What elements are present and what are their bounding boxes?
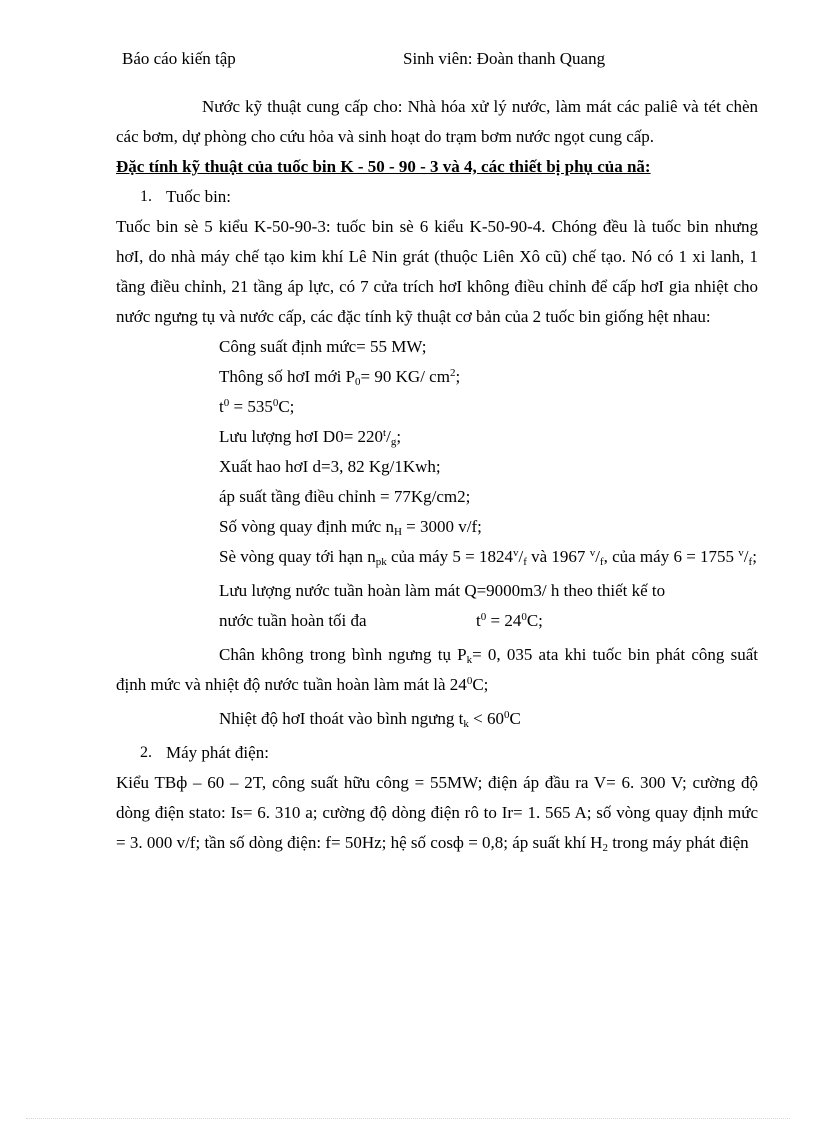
- spec-steam-consumption: Xuất hao hơI d=3, 82 Kg/1Kwh;: [219, 457, 441, 476]
- spec-rated-speed: Số vòng quay định mức $n_H = 3000$ v/f;: [219, 517, 482, 538]
- section-2-title: [116, 738, 758, 768]
- section-2-number: 2.: [140, 744, 152, 761]
- turbine-description: Tuốc bin sè 5 kiểu K-50-90-3: tuốc bin sè 6 kiểu K-50-90-4. Chóng đều là tuốc bin nhưng hơI, do nhà máy chế tạo kim khí Lê Nin grát (thuộc Liên Xô cũ) chế tạo. Nó có 1 xi lanh, 1 tầng điều chỉnh, 21 tầng áp lực, có 7 cửa trích hơI không điều chỉnh để cấp hơI gia nhiệt cho nước ngưng tụ và nước cấp, các đặc tính kỹ thuật cơ bản của 2 tuốc bin giống hệt nhau:: [116, 217, 758, 326]
- section-1-title: [116, 182, 758, 212]
- header-student-name: Sinh viên: Đoàn thanh Quang: [403, 49, 606, 68]
- section-2-label: Máy phát điện:: [166, 743, 269, 762]
- page-header: [122, 49, 742, 71]
- section-heading: Đặc tính kỹ thuật của tuốc bin K - 50 - 90 - 3 và 4, các thiết bị phụ của nã:: [116, 157, 651, 176]
- intro-paragraph: Nước kỹ thuật cung cấp cho: Nhà hóa xử lý nước, làm mát các paliê và tét chèn các bơm, dự phòng cho cứu hỏa và sinh hoạt do trạm bơm nước ngọt cung cấp.: [116, 97, 758, 146]
- spec-regulating-pressure: áp suất tầng điều chỉnh = 77Kg/cm2;: [219, 487, 471, 506]
- page-bottom-border: [26, 1118, 790, 1119]
- spec-condenser-vacuum: Chân không trong bình ngưng tụ $P_k= 0$, 035 ata khi tuốc bin phát công suất định mức và nhiệt độ nước tuần hoàn làm mát là $24^0C$;: [116, 645, 758, 694]
- spec-exhaust-temperature: Nhiệt độ hơI thoát vào bình ngưng $t_k < 60^0C$: [219, 709, 521, 730]
- spec-cooling-water-line2: nước tuần hoàn tối đa $t^0 = 24^0C$;: [116, 606, 758, 636]
- spec-steam-temperature: $t^0 = 535^0C$;: [219, 397, 295, 416]
- spec-steam-flow: Lưu lượng hơI $D0= 220^t/_g$;: [219, 427, 402, 448]
- spec-critical-speed: Sè vòng quay tới hạn $n_{pk}$ của máy $5 = 1824^v/_f$ và 1967 $^v/_f$, của máy 6 = 1755 $^v/_f$;: [219, 547, 757, 568]
- section-1-number: 1.: [140, 188, 152, 205]
- spec-cooling-water-temp: $t^0 = 24^0C$;: [476, 611, 543, 630]
- header-report-title: Báo cáo kiến tập: [122, 49, 236, 68]
- spec-power: Công suất định mức= 55 MW;: [219, 337, 427, 356]
- spec-cooling-water-line1: Lưu lượng nước tuần hoàn làm mát Q=9000m3/ h theo thiết kế to: [219, 581, 666, 600]
- spec-steam-pressure: Thông số hơI mới $P_0= 90$ KG/ $cm^2$;: [219, 367, 461, 388]
- section-1-label: Tuốc bin:: [166, 187, 232, 206]
- document-body: [116, 92, 758, 858]
- generator-description: Kiểu TBф – 60 – 2T, công suất hữu công = 55MW; điện áp đầu ra V= 6. 300 V; cường độ dòng điện stato: Is= 6. 310 a; cường độ dòng điện rô to Ir= 1. 565 A; số vòng quay định mức = 3. 000 v/f; tần số dòng điện: f= 50Hz; hệ số cosф = 0,8; áp suất khí $H_2$ trong máy phát điện: [116, 773, 758, 854]
